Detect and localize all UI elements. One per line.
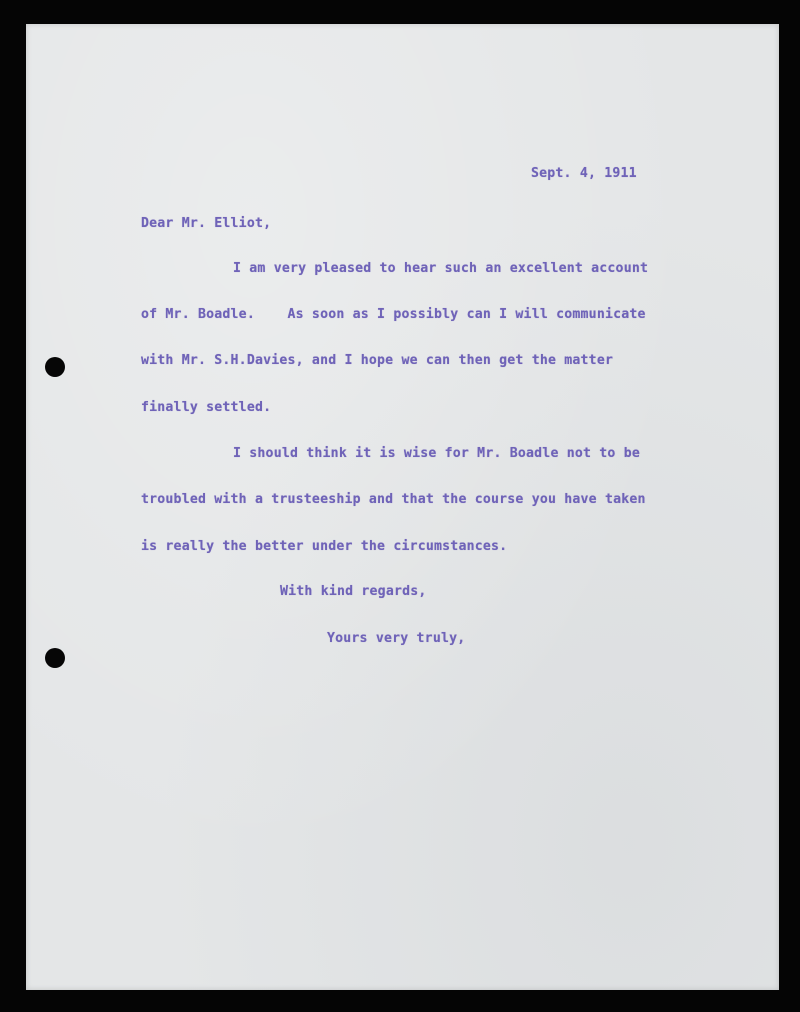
body-line-4: finally settled. [141, 400, 272, 415]
closing-regards: With kind regards, [280, 584, 427, 599]
body-line-3: with Mr. S.H.Davies, and I hope we can then get the matter [141, 353, 614, 368]
punch-hole-bottom [45, 648, 65, 668]
body-line-7: is really the better under the circumstances. [141, 539, 508, 554]
punch-hole-top [45, 357, 65, 377]
letter-date: Sept. 4, 1911 [531, 166, 637, 181]
closing-signoff: Yours very truly, [327, 631, 466, 646]
body-line-5: I should think it is wise for Mr. Boadle not to be [233, 446, 640, 461]
letter-sheet [26, 24, 779, 990]
letter-salutation: Dear Mr. Elliot, [141, 216, 272, 231]
body-line-1: I am very pleased to hear such an excellent account [233, 261, 649, 276]
body-line-2: of Mr. Boadle. As soon as I possibly can I will communicate [141, 307, 646, 322]
body-line-6: troubled with a trusteeship and that the course you have taken [141, 492, 646, 507]
